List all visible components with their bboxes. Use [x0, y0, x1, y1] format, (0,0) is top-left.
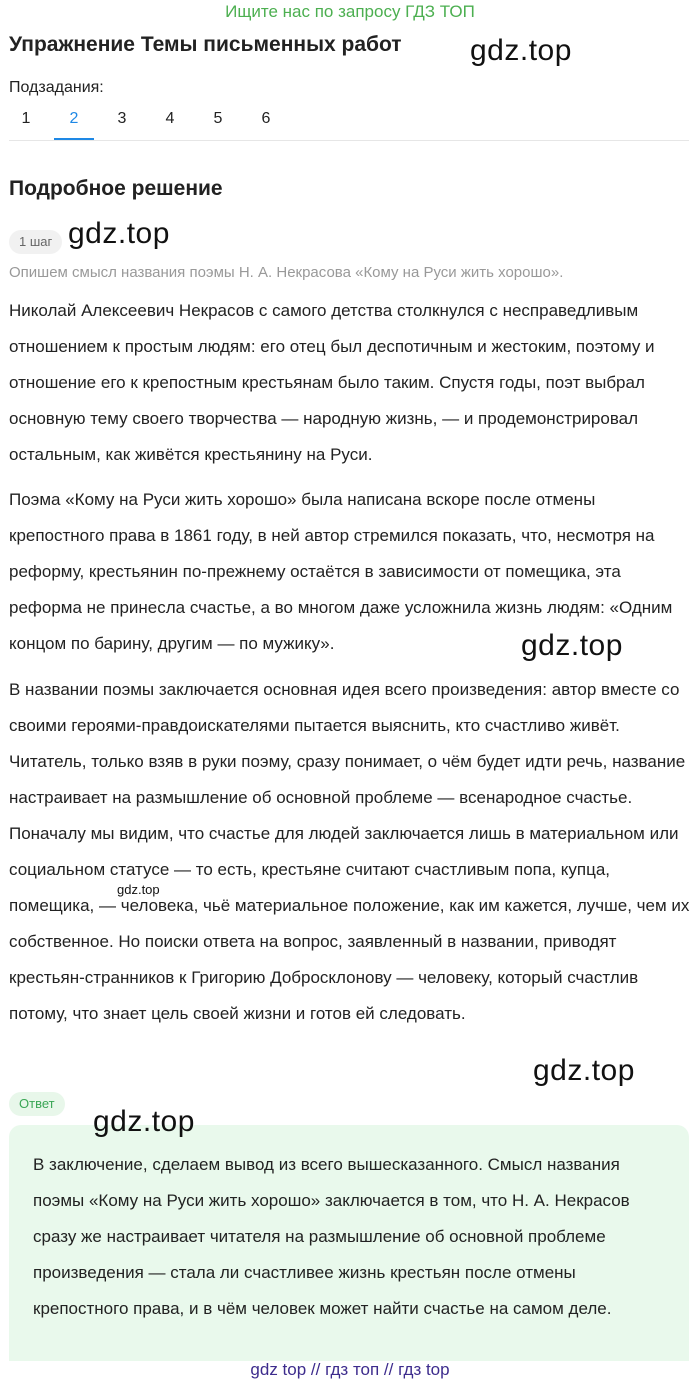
tab-subtask-4[interactable]: 4	[165, 110, 175, 127]
divider	[9, 140, 689, 141]
solution-heading: Подробное решение	[9, 177, 223, 200]
watermark: gdz.top	[117, 882, 160, 897]
solution-paragraph: Поэма «Кому на Руси жить хорошо» была написана вскоре после отмены крепостного права в 1861 году, в ней автор стремился показать, что, несмотря на реформу, крестьянин по-прежнему остаётся в зависимости от помещика, эта реформа не принесла счастье, а во многом даже усложнила жизнь людям: «Одним концом по барину, другим — по мужику».	[9, 490, 673, 653]
answer-text: В заключение, сделаем вывод из всего вышесказанного. Смысл названия поэмы «Кому на Руси жить хорошо» заключается в том, что Н. А. Некрасов сразу же настраивает читателя на размышление об основной проблеме произведения — стала ли счастливее жизнь крестьян после отмены крепостного права, и в чём человек может найти счастье на самом деле.	[33, 1155, 630, 1318]
tab-subtask-3[interactable]: 3	[117, 110, 127, 127]
tab-subtask-1[interactable]: 1	[21, 110, 31, 127]
tab-subtask-2[interactable]: 2	[69, 110, 79, 127]
watermark: gdz.top	[521, 629, 623, 662]
watermark: gdz.top	[470, 34, 572, 67]
solution-paragraph: В названии поэмы заключается основная идея всего произведения: автор вместе со своими героями-правдоискателями пытается выяснить, кто счастливо живёт. Читатель, только взяв в руки поэму, сразу понимает, о чём будет идти речь, название настраивает на размышление об основной проблеме — всенародное счастье. Поначалу мы видим, что счастье для людей заключается лишь в материальном или социальном статусе — то есть, крестьяне считают счастливым попа, купца, помещика, — человека, чьё материальное положение, как им кажется, лучше, чем их собственное. Но поиски ответа на вопрос, заявленный в названии, приводят крестьян-странников к Григорию Добросклонову — человеку, который счастлив потому, что знает цель своей жизни и готов ей следовать.	[9, 680, 690, 1023]
solution-paragraph: Николай Алексеевич Некрасов с самого детства столкнулся с несправедливым отношением к простым людям: его отец был деспотичным и жестоким, поэтому и отношение его к крепостным крестьянам было таким. Спустя годы, поэт выбрал основную тему своего творчества — народную жизнь, — и продемонстрировал остальным, как живётся крестьянину на Руси.	[9, 301, 655, 464]
answer-box	[9, 1125, 689, 1361]
watermark: gdz.top	[68, 217, 170, 250]
watermark: gdz.top	[93, 1105, 195, 1138]
watermark: gdz.top	[533, 1054, 635, 1087]
page-title: Упражнение Темы письменных работ	[9, 33, 402, 56]
step-badge: 1 шаг	[9, 230, 62, 254]
subtasks-label: Подзадания:	[9, 79, 104, 96]
footer-links: gdz top // гдз топ // гдз top	[250, 1360, 450, 1379]
solution-intro: Опишем смысл названия поэмы Н. А. Некрасова «Кому на Руси жить хорошо».	[9, 264, 564, 281]
tab-subtask-5[interactable]: 5	[213, 110, 223, 127]
tab-subtask-6[interactable]: 6	[261, 110, 271, 127]
answer-badge: Ответ	[9, 1092, 65, 1116]
search-banner: Ищите нас по запросу ГДЗ ТОП	[225, 2, 475, 21]
